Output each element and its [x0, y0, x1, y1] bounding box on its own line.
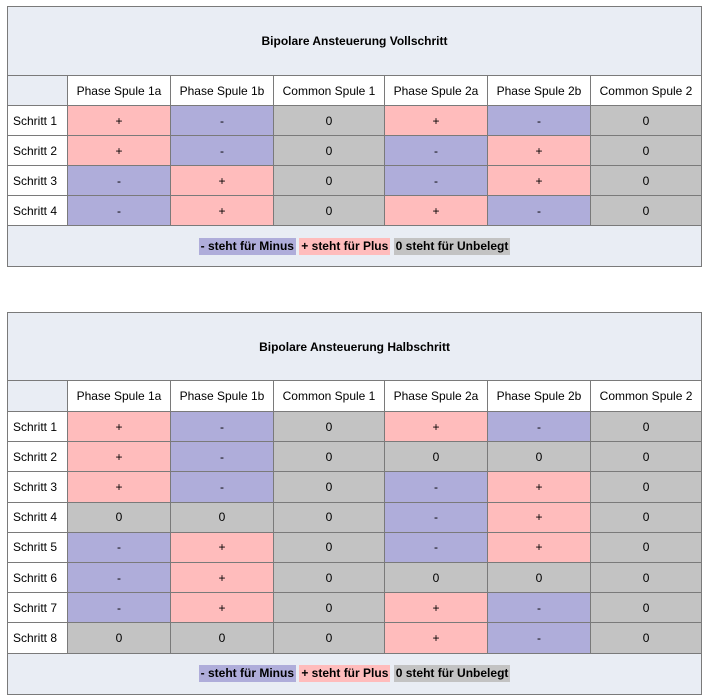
state-cell-minus: -	[385, 166, 488, 196]
state-cell-zero: 0	[274, 106, 385, 136]
state-cell-zero: 0	[274, 136, 385, 166]
state-cell-zero: 0	[591, 166, 702, 196]
state-cell-zero: 0	[488, 562, 591, 592]
state-cell-zero: 0	[591, 136, 702, 166]
column-header: Phase Spule 2a	[385, 381, 488, 412]
row-label: Schritt 3	[8, 166, 68, 196]
state-cell-zero: 0	[591, 106, 702, 136]
state-cell-minus: -	[488, 196, 591, 226]
state-cell-zero: 0	[385, 562, 488, 592]
state-cell-zero: 0	[591, 562, 702, 592]
state-cell-minus: -	[385, 472, 488, 502]
table-row	[8, 472, 702, 502]
state-cell-minus: -	[488, 106, 591, 136]
state-cell-zero: 0	[591, 623, 702, 653]
table-row	[8, 106, 702, 136]
column-header: Phase Spule 2b	[488, 381, 591, 412]
state-cell-plus: +	[488, 502, 591, 532]
legend-item-minus: - steht für Minus	[200, 666, 294, 680]
column-header: Phase Spule 1b	[171, 76, 274, 106]
state-cell-zero: 0	[488, 442, 591, 472]
state-cell-plus: +	[68, 442, 171, 472]
legend	[8, 226, 702, 267]
state-cell-minus: -	[488, 623, 591, 653]
row-label: Schritt 1	[8, 106, 68, 136]
state-cell-zero: 0	[274, 472, 385, 502]
row-label: Schritt 1	[8, 412, 68, 442]
state-cell-plus: +	[488, 166, 591, 196]
state-cell-minus: -	[68, 593, 171, 623]
column-header: Common Spule 2	[591, 381, 702, 412]
state-cell-minus: -	[68, 166, 171, 196]
state-cell-plus: +	[171, 562, 274, 592]
column-header: Phase Spule 1a	[68, 76, 171, 106]
row-label: Schritt 2	[8, 442, 68, 472]
state-cell-plus: +	[385, 623, 488, 653]
state-cell-zero: 0	[591, 442, 702, 472]
state-cell-plus: +	[171, 166, 274, 196]
state-cell-zero: 0	[68, 502, 171, 532]
state-cell-plus: +	[171, 593, 274, 623]
state-cell-zero: 0	[591, 502, 702, 532]
state-cell-minus: -	[488, 593, 591, 623]
state-cell-zero: 0	[274, 562, 385, 592]
state-cell-zero: 0	[274, 593, 385, 623]
table-title: Bipolare Ansteuerung Vollschritt	[8, 7, 702, 76]
table-row	[8, 166, 702, 196]
column-header: Phase Spule 1a	[68, 381, 171, 412]
vollschritt-table	[7, 6, 702, 267]
halbschritt-table	[7, 312, 702, 695]
state-cell-zero: 0	[171, 502, 274, 532]
state-cell-minus: -	[171, 136, 274, 166]
state-cell-plus: +	[385, 412, 488, 442]
state-cell-zero: 0	[274, 166, 385, 196]
header-corner	[8, 76, 68, 106]
state-cell-minus: -	[68, 196, 171, 226]
table-row	[8, 623, 702, 653]
column-header: Common Spule 2	[591, 76, 702, 106]
legend-item-zero: 0 steht für Unbelegt	[395, 238, 509, 253]
state-cell-plus: +	[68, 136, 171, 166]
state-cell-zero: 0	[274, 623, 385, 653]
state-cell-minus: -	[385, 502, 488, 532]
table-row	[8, 412, 702, 442]
legend	[8, 653, 702, 694]
table-row	[8, 593, 702, 623]
state-cell-minus: -	[68, 562, 171, 592]
state-cell-minus: -	[171, 412, 274, 442]
state-cell-zero: 0	[591, 196, 702, 226]
state-cell-zero: 0	[591, 593, 702, 623]
state-cell-minus: -	[171, 442, 274, 472]
column-header: Common Spule 1	[274, 381, 385, 412]
table-row	[8, 136, 702, 166]
row-label: Schritt 5	[8, 532, 68, 562]
table-row	[8, 442, 702, 472]
row-label: Schritt 3	[8, 472, 68, 502]
row-label: Schritt 4	[8, 502, 68, 532]
state-cell-minus: -	[385, 136, 488, 166]
state-cell-plus: +	[68, 106, 171, 136]
legend-item-minus: - steht für Minus	[200, 238, 294, 253]
row-label: Schritt 7	[8, 593, 68, 623]
state-cell-plus: +	[488, 472, 591, 502]
state-cell-plus: +	[68, 472, 171, 502]
state-cell-minus: -	[171, 106, 274, 136]
column-header: Phase Spule 1b	[171, 381, 274, 412]
state-cell-zero: 0	[274, 412, 385, 442]
state-cell-zero: 0	[274, 532, 385, 562]
state-cell-zero: 0	[274, 442, 385, 472]
state-cell-plus: +	[385, 593, 488, 623]
column-header: Phase Spule 2b	[488, 76, 591, 106]
state-cell-plus: +	[488, 136, 591, 166]
state-cell-zero: 0	[274, 502, 385, 532]
header-corner	[8, 381, 68, 412]
state-cell-minus: -	[385, 532, 488, 562]
row-label: Schritt 8	[8, 623, 68, 653]
table-row	[8, 562, 702, 592]
table-row	[8, 196, 702, 226]
state-cell-plus: +	[385, 196, 488, 226]
state-cell-plus: +	[171, 532, 274, 562]
state-cell-zero: 0	[591, 532, 702, 562]
state-cell-plus: +	[385, 106, 488, 136]
column-header: Common Spule 1	[274, 76, 385, 106]
state-cell-plus: +	[171, 196, 274, 226]
state-cell-zero: 0	[68, 623, 171, 653]
state-cell-plus: +	[68, 412, 171, 442]
state-cell-zero: 0	[171, 623, 274, 653]
table-row	[8, 532, 702, 562]
row-label: Schritt 6	[8, 562, 68, 592]
state-cell-plus: +	[488, 532, 591, 562]
table-title: Bipolare Ansteuerung Halbschritt	[8, 313, 702, 381]
state-cell-zero: 0	[591, 472, 702, 502]
row-label: Schritt 4	[8, 196, 68, 226]
state-cell-minus: -	[68, 532, 171, 562]
column-header: Phase Spule 2a	[385, 76, 488, 106]
legend-item-plus: + steht für Plus	[301, 238, 389, 253]
legend-item-plus: + steht für Plus	[301, 666, 389, 680]
table-row	[8, 502, 702, 532]
row-label: Schritt 2	[8, 136, 68, 166]
state-cell-zero: 0	[591, 412, 702, 442]
state-cell-zero: 0	[385, 442, 488, 472]
state-cell-zero: 0	[274, 196, 385, 226]
legend-item-zero: 0 steht für Unbelegt	[395, 666, 509, 680]
state-cell-minus: -	[171, 472, 274, 502]
state-cell-minus: -	[488, 412, 591, 442]
